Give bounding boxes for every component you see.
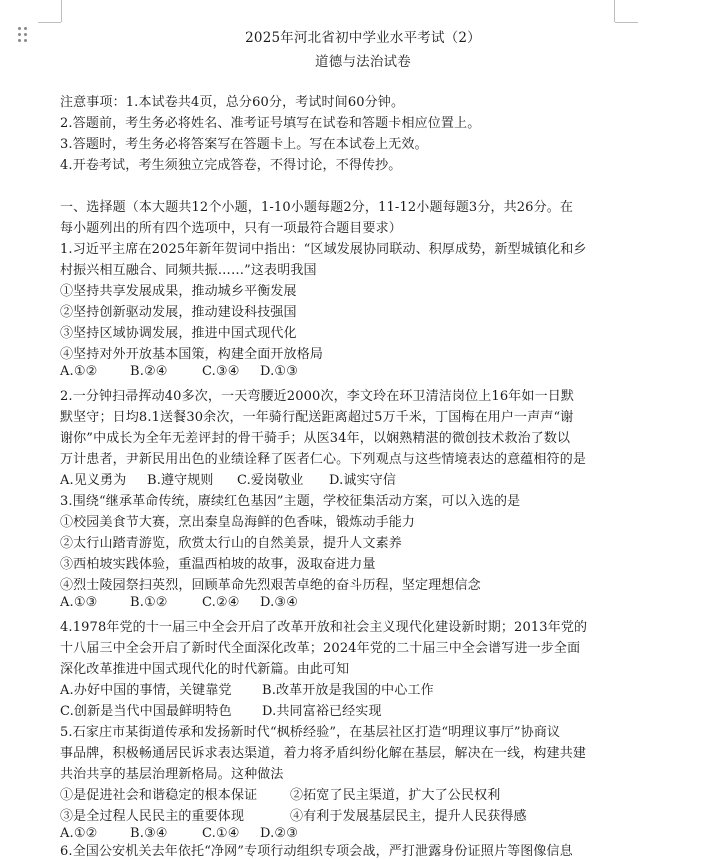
question-2-options	[60, 469, 396, 488]
section-header: 一、选择题（本大题共12个小题，1-10小题每题2分，11-12小题每题3分，共26分。在	[60, 200, 574, 215]
option-a: A.①②	[60, 826, 98, 841]
question-1-item: ④坚持对外开放基本国策，构建全面开放格局	[60, 347, 324, 362]
option-b: B.①②	[130, 595, 168, 610]
option-b: B.改革开放是我国的中心工作	[262, 683, 434, 698]
question-1-item: ②坚持创新驱动发展，推动建设科技强国	[60, 305, 297, 320]
option-c: C.②④	[202, 595, 240, 610]
question-1-text: 村振兴相互融合、同频共振……”这表明我国	[60, 263, 317, 278]
option-a: A.①③	[60, 595, 98, 610]
option-d: D.③④	[260, 595, 299, 610]
question-4-text: 4.1978年党的十一届三中全会开启了改革开放和社会主义现代化建设新时期；2013年党的	[60, 620, 588, 635]
question-5-item: ③是全过程人民民主的重要体现	[60, 809, 245, 824]
question-5-items-row-2	[60, 805, 527, 824]
option-d: D.诚实守信	[329, 473, 396, 488]
question-3-item: ①校园美食节大赛，烹出秦皇岛海鲜的色香味，锻炼动手能力	[60, 515, 416, 530]
question-1-item: ①坚持共享发展成果，推动城乡平衡发展	[60, 284, 297, 299]
question-5-items-row-1	[60, 784, 500, 803]
question-2-text: 谢你”中成长为全年无差评封的骨干骑手；从医34年，以娴熟精湛的微创技术救治了数以	[60, 431, 571, 446]
option-c: C.③④	[202, 364, 240, 379]
option-d: D.②③	[260, 826, 299, 841]
exam-title: 2025年河北省初中学业水平考试（2）	[245, 30, 481, 46]
option-d: D.共同富裕已经实现	[262, 704, 382, 719]
question-6-text: 6.全国公安机关去年依托“净网”专项行动组织专项会战，严打泄露身份证照片等图像信息	[60, 844, 573, 859]
option-b: B.③④	[130, 826, 168, 841]
question-3-item: ③西柏坡实践体验，重温西柏坡的故事，汲取奋进力量	[60, 557, 376, 572]
crop-mark-top-right-horizontal	[615, 22, 638, 23]
question-5-text: 5.石家庄市某街道传承和发扬新时代“枫桥经验”，在基层社区打造“明理议事厅”协商议	[60, 725, 561, 740]
question-5-options	[60, 826, 298, 841]
option-a: A.办好中国的事情，关键靠党	[60, 683, 232, 698]
question-3-item: ②太行山踏青游览，欣赏太行山的自然美景，提升人文素养	[60, 536, 402, 551]
exam-subtitle: 道德与法治试卷	[315, 54, 411, 70]
crop-mark-top-left-vertical	[61, 0, 62, 22]
question-4-options-row-2	[60, 700, 382, 719]
question-1-text: 1.习近平主席在2025年新年贺词中指出：“区域发展协同联动、积厚成势，新型城镇化和乡	[60, 242, 587, 257]
option-c: C.①④	[202, 826, 240, 841]
note-line: 注意事项：1.本试卷共4页，总分60分，考试时间60分钟。	[60, 95, 405, 110]
question-1-item: ③坚持区域协调发展，推进中国式现代化	[60, 326, 297, 341]
option-c: C.创新是当代中国最鲜明特色	[60, 704, 232, 719]
question-5-item: ①是促进社会和谐稳定的根本保证	[60, 788, 258, 803]
option-a: A.见义勇为	[60, 473, 127, 488]
note-line: 3.答题时，考生务必将答案写在答题卡上。写在本试卷上无效。	[60, 137, 428, 152]
crop-mark-top-right-vertical	[614, 0, 615, 22]
question-2-text: 万计患者，尹新民用出色的业绩诠释了医者仁心。下列观点与这些情境表达的意蕴相符的是	[60, 452, 587, 467]
question-3-text: 3.围绕“继承革命传统，赓续红色基因”主题，学校征集活动方案，可以入选的是	[60, 494, 521, 509]
option-c: C.爱岗敬业	[237, 473, 304, 488]
question-2-text: 默坚守；日均8.1送餐30余次，一年骑行配送距离超过5万千米，丁国梅在用户一声声“谢	[60, 410, 574, 425]
option-b: B.遵守规则	[147, 473, 214, 488]
question-3-options	[60, 595, 298, 610]
question-5-text: 共治共享的基层治理新格局。这种做法	[60, 767, 284, 782]
crop-mark-top-left-horizontal	[38, 22, 61, 23]
note-line: 4.开卷考试，考生须独立完成答卷，不得讨论，不得传抄。	[60, 158, 402, 173]
option-d: D.①③	[260, 364, 299, 379]
note-line: 2.答题前，考生务必将姓名、准考证号填写在试卷和答题卡相应位置上。	[60, 116, 481, 131]
question-3-item: ④烈士陵园祭扫英烈，回顾革命先烈艰苦卓绝的奋斗历程，坚定理想信念	[60, 578, 481, 593]
question-5-item: ②拓宽了民主渠道，扩大了公民权利	[290, 788, 501, 803]
question-1-options	[60, 364, 298, 379]
question-4-text: 深化改革推进中国式现代化的时代新篇。由此可知	[60, 662, 350, 677]
option-a: A.①②	[60, 364, 98, 379]
question-5-text: 事品牌，积极畅通居民诉求表达渠道，着力将矛盾纠纷化解在基层，解决在一线，构建共建	[60, 746, 587, 761]
option-b: B.②④	[130, 364, 168, 379]
question-2-text: 2.一分钟扫帚挥动40多次，一天弯腰近2000次，李文玲在环卫清洁岗位上16年如一日默	[60, 389, 575, 404]
question-4-options-row-1	[60, 679, 434, 698]
section-header: 每小题列出的所有四个选项中，只有一项最符合题目要求）	[60, 221, 402, 236]
question-4-text: 十八届三中全会开启了新时代全面深化改革；2024年党的二十届三中全会谱写进一步全面	[60, 641, 581, 656]
question-5-item: ④有利于发展基层民主，提升人民获得感	[290, 809, 527, 824]
